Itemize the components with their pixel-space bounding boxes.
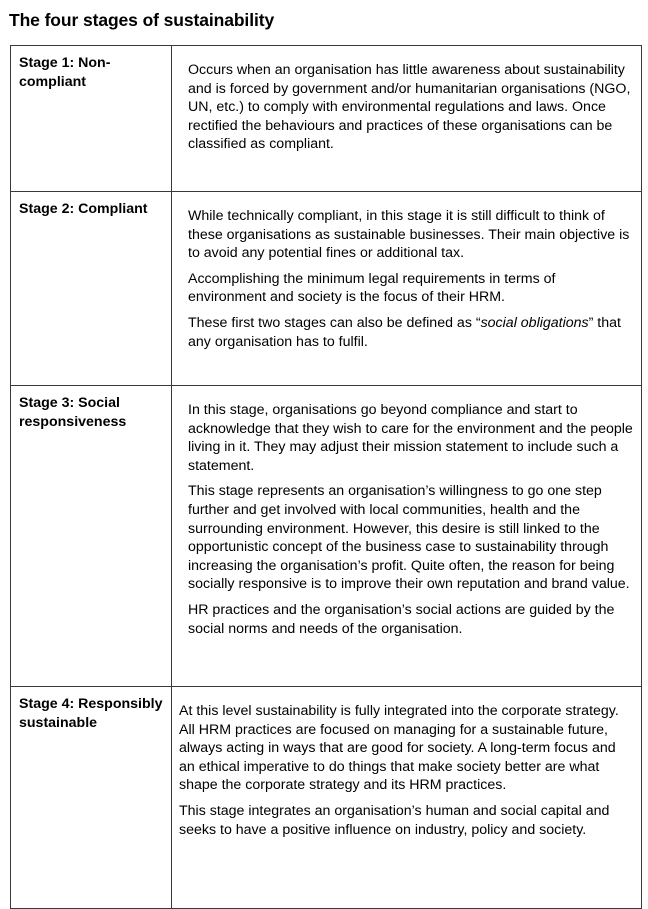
- stage-description: [172, 46, 642, 192]
- table-row-stage-2: [11, 192, 642, 386]
- table-row-stage-1: [11, 46, 642, 192]
- stage-description: [172, 687, 642, 909]
- table-row-stage-3: [11, 386, 642, 687]
- stage-label: Stage 3: Social responsiveness: [11, 386, 172, 687]
- paragraph: This stage represents an organisation’s willingness to go one step further and get involved with local communities, health and the surrounding environment. However, this desire is still linked to the opportunistic concept of the business case to sustainability through increasing the organisation’s profit. Quite often, the reason for being socially responsive is to improve their own reputation and brand value.: [188, 483, 630, 593]
- stage-description: [172, 386, 642, 687]
- paragraph: Occurs when an organisation has little awareness about sustainability and is forced by government and/or humanitarian organisations (NGO, UN, etc.) to comply with environmental regulations and laws. Once rectified the behaviours and practices of these organisations can be classified as compliant.: [188, 62, 631, 153]
- paragraph: At this level sustainability is fully integrated into the corporate strategy. All HRM practices are focused on managing for a sustainable future, always acting in ways that are good for society. A long-term focus and an ethical imperative to do things that make society better are what shape the corporate strategy and its HRM practices.: [179, 703, 619, 794]
- text-before: These first two stages can also be defined as “: [188, 314, 481, 331]
- document-title: The four stages of sustainability: [9, 10, 275, 30]
- stage-label: Stage 2: Compliant: [11, 192, 172, 386]
- stage-description: [172, 192, 642, 386]
- stage-label: Stage 4: Responsibly sustainable: [11, 687, 172, 909]
- paragraph-social-obligations: [188, 314, 635, 351]
- stage-label: Stage 1: Non-compliant: [11, 46, 172, 192]
- paragraph: In this stage, organisations go beyond compliance and start to acknowledge that they wish to care for the environment and the people living in it. They may adjust their mission statement to include such a statement.: [188, 402, 633, 474]
- text-after: ” that any organisation has to fulfil.: [188, 314, 621, 350]
- paragraph: HR practices and the organisation’s social actions are guided by the social norms and needs of the organisation.: [188, 601, 615, 637]
- paragraph: Accomplishing the minimum legal requirements in terms of environment and society is the focus of their HRM.: [188, 270, 556, 306]
- emphasis-social-obligations: social obligations: [480, 314, 589, 331]
- paragraph: This stage integrates an organisation’s human and social capital and seeks to have a positive influence on industry, policy and society.: [179, 802, 610, 838]
- paragraph: While technically compliant, in this stage it is still difficult to think of these organisations as sustainable businesses. Their main objective is to avoid any potential fines or additional tax.: [188, 208, 630, 262]
- table-row-stage-4: [11, 687, 642, 909]
- stages-table: [10, 45, 642, 909]
